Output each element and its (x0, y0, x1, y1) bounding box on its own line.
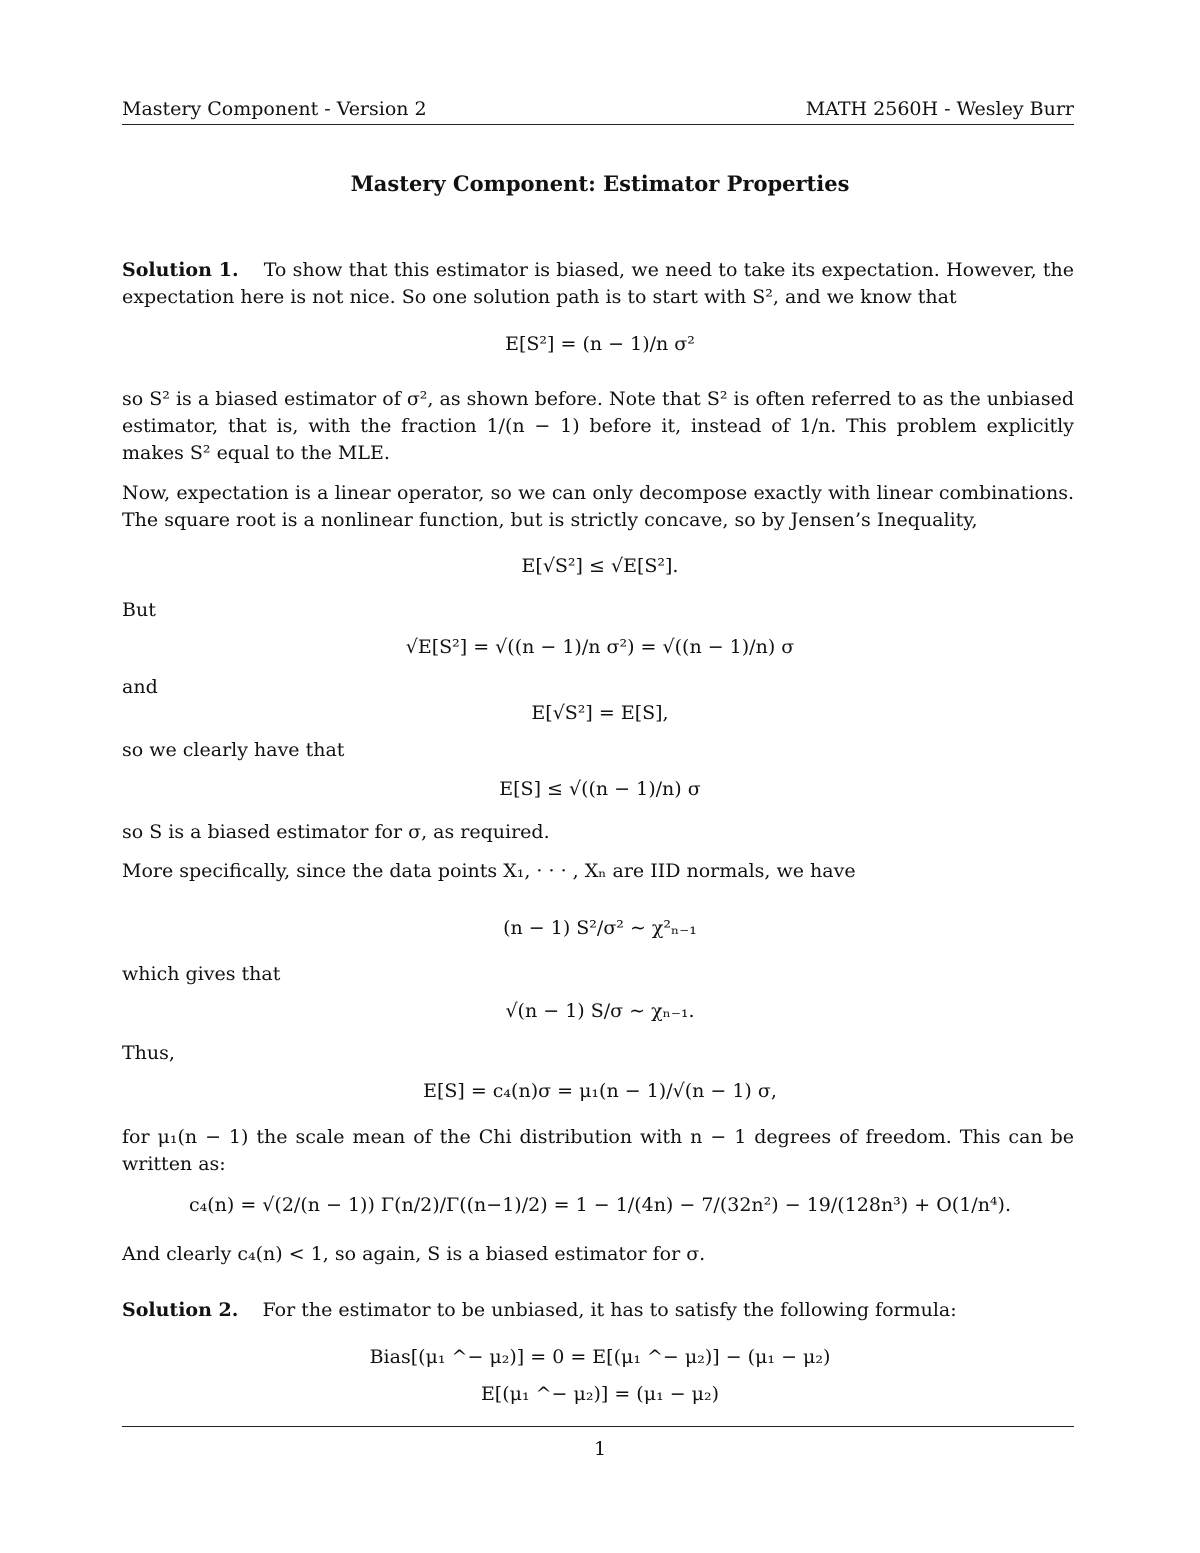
solution-1-p5: so S is a biased estimator for σ, as required. (122, 821, 550, 843)
solution-1-p2: so S² is a biased estimator of σ², as shown before. Note that S² is often referred to as the unbiased estimator, that is, with the fraction 1/(n − 1) before it, instead of 1/n. This problem explicitly makes S² equal to the MLE. (122, 388, 1074, 464)
equation-es-bound: E[S] ≤ √((n − 1)/n) σ (499, 778, 701, 800)
solution-1-p10: And clearly c₄(n) < 1, so again, S is a biased estimator for σ. (122, 1243, 706, 1265)
label-but: But (122, 599, 156, 621)
solution-1-label: Solution 1. (122, 259, 239, 281)
solution-1-intro (122, 257, 1074, 311)
solution-1-p7: which gives that (122, 963, 281, 985)
equation-jensen: E[√S²] ≤ √E[S²]. (521, 555, 679, 577)
equation-c4-es: E[S] = c₄(n)σ = μ₁(n − 1)/√(n − 1) σ, (423, 1080, 777, 1102)
equation-chi-square: (n − 1) S²/σ² ∼ χ²ₙ₋₁ (503, 917, 697, 939)
solution-1-p6: More specifically, since the data points X₁, · · · , Xₙ are IID normals, we have (122, 860, 856, 882)
header-right: MATH 2560H - Wesley Burr (805, 98, 1074, 120)
equation-expectation-diff: E[(μ₁ ^− μ₂)] = (μ₁ − μ₂) (480, 1383, 720, 1405)
solution-2-label: Solution 2. (122, 1299, 239, 1321)
page-title: Mastery Component: Estimator Properties (350, 171, 850, 196)
solution-1-p1: To show that this estimator is biased, we need to take its expectation. However, the expectation here is not nice. So one solution path is to start with S², and we know that (122, 259, 1075, 308)
solution-2-p1: For the estimator to be unbiased, it has to satisfy the following formula: (262, 1299, 957, 1321)
page-number: 1 (593, 1438, 607, 1460)
header-left: Mastery Component - Version 2 (122, 98, 427, 120)
header-rule (122, 124, 1074, 125)
label-and: and (122, 676, 158, 698)
solution-2-intro (122, 1297, 1074, 1324)
equation-chi: √(n − 1) S/σ ∼ χₙ₋₁. (505, 1000, 695, 1022)
running-header (122, 98, 1074, 124)
solution-1-p3: Now, expectation is a linear operator, so we can only decompose exactly with linear combinations. The square root is a nonlinear function, but is strictly concave, so by Jensen’s Inequality, (122, 482, 1074, 531)
equation-sqrt-expectation: √E[S²] = √((n − 1)/n σ²) = √((n − 1)/n) σ (405, 636, 795, 658)
equation-bias-zero: Bias[(μ₁ ^− μ₂)] = 0 = E[(μ₁ ^− μ₂)] − (μ₁ − μ₂) (369, 1346, 831, 1368)
solution-1-p8: Thus, (122, 1042, 175, 1064)
solution-1-p9: for μ₁(n − 1) the scale mean of the Chi distribution with n − 1 degrees of freedom. This can be written as: (122, 1126, 1074, 1175)
footer-rule (122, 1426, 1074, 1427)
equation-e-sqrt-s2: E[√S²] = E[S], (531, 702, 669, 724)
equation-expectation-s2: E[S²] = (n − 1)/n σ² (505, 333, 695, 355)
solution-1-p4: so we clearly have that (122, 739, 345, 761)
equation-c4-expansion: c₄(n) = √(2/(n − 1)) Γ(n/2)/Γ((n−1)/2) = 1 − 1/(4n) − 7/(32n²) − 19/(128n³) + O(1/n⁴). (188, 1194, 1011, 1216)
